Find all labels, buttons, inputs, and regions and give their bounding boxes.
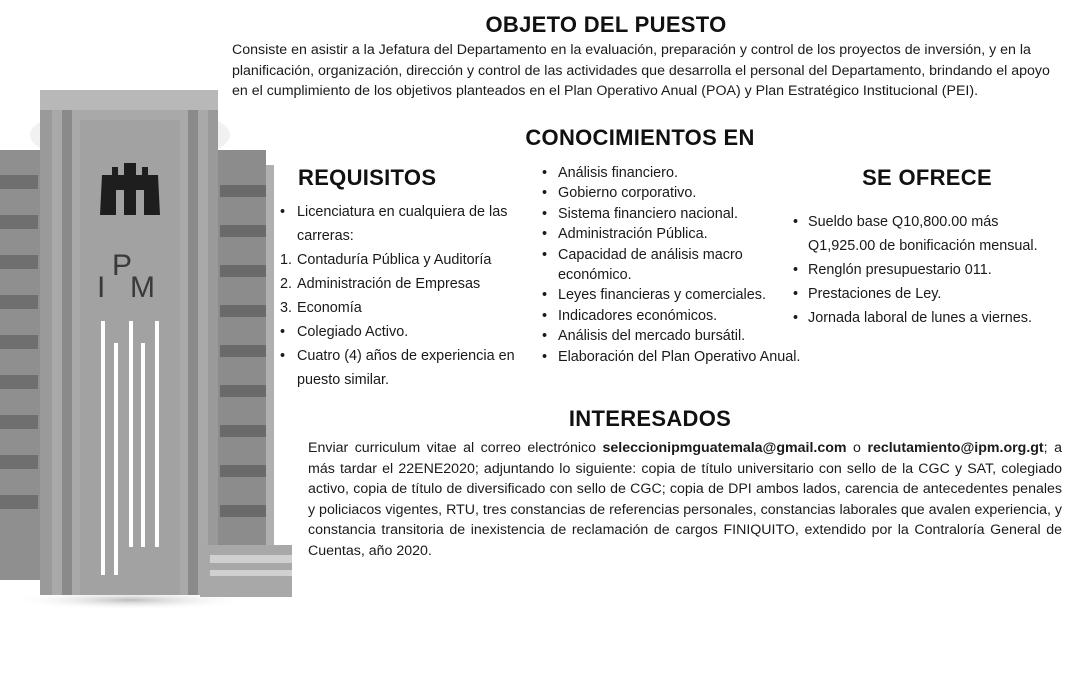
objeto-title: OBJETO DEL PUESTO [485, 12, 727, 37]
list-marker: 1. [280, 252, 293, 268]
list-item: • Prestaciones de Ley. [793, 286, 942, 302]
conocimientos-title: CONOCIMIENTOS EN [525, 125, 755, 150]
list-item-text: Renglón presupuestario 011. [808, 262, 992, 278]
list-item-text: Sistema financiero nacional. [558, 205, 738, 222]
list-marker: • [280, 348, 286, 364]
list-item-text: Leyes financieras y comerciales. [558, 287, 766, 304]
list-item-text: Elaboración del Plan Operativo Anual. [558, 348, 801, 365]
requisitos-list [280, 200, 534, 392]
list-item [280, 272, 534, 296]
interesados-description [308, 438, 1062, 561]
list-item: • Capacidad de análisis macro económico. [542, 246, 743, 284]
list-item: • Análisis del mercado bursátil. [542, 328, 746, 345]
logo-letter-i: I [97, 271, 106, 304]
interesados-text-2: o [846, 440, 868, 456]
email-primary: seleccionipmguatemala@gmail.com [602, 440, 847, 456]
interesados-text-1: Enviar curriculum vitae al correo electrónico [308, 440, 603, 456]
list-item: • Análisis financiero. [542, 165, 678, 181]
list-item-text: Indicadores económicos. [558, 307, 718, 324]
logo-letter-m: M [130, 271, 155, 304]
objeto-description: Consiste en asistir a la Jefatura del Departamento en la evaluación, preparación y control de los proyectos de inversión, y en la planificación, organización, dirección y control de las actividades que desarrolla el personal del Departamento, brindando el apoyo en el cumplimiento de los objetivos planteados en el Plan Operativo Anual (POA) y Plan Estratégico Institucional (PEI). [232, 42, 1050, 99]
ipm-building-illustration [0, 75, 300, 615]
list-item [280, 320, 534, 344]
list-item-text: Cuatro (4) años de experiencia en puesto similar. [297, 348, 515, 388]
list-item-text: Análisis financiero. [558, 165, 678, 181]
list-item: • Indicadores económicos. [542, 307, 718, 324]
list-item-text: Análisis del mercado bursátil. [558, 328, 746, 345]
interesados-title: INTERESADOS [568, 406, 732, 431]
list-marker: 2. [280, 276, 293, 292]
list-item-text: Contaduría Pública y Auditoría [297, 252, 492, 268]
ofrece-title: SE OFRECE [862, 165, 992, 190]
list-item-text: Economía [297, 300, 362, 316]
list-item: • Administración Pública. [542, 226, 708, 243]
list-item: • Gobierno corporativo. [542, 185, 697, 202]
list-item: • Jornada laboral de lunes a viernes. [793, 310, 1032, 326]
list-item-text: Jornada laboral de lunes a viernes. [808, 310, 1032, 326]
list-item-text: Sueldo base Q10,800.00 más Q1,925.00 de bonificación mensual. [808, 214, 1038, 254]
list-item-text: Colegiado Activo. [297, 324, 409, 340]
list-item: • Leyes financieras y comerciales. [542, 287, 766, 304]
ofrece-list [790, 210, 1060, 330]
list-item-text: Capacidad de análisis macro económico. [558, 246, 743, 284]
email-secondary: reclutamiento@ipm.org.gt [867, 440, 1044, 456]
list-item-text: Gobierno corporativo. [558, 185, 697, 202]
list-item: • Elaboración del Plan Operativo Anual. [542, 348, 801, 365]
list-marker: • [280, 324, 286, 340]
list-item: • Sistema financiero nacional. [542, 205, 738, 222]
list-item-text: Administración Pública. [558, 226, 708, 243]
list-item: • Renglón presupuestario 011. [793, 262, 992, 278]
list-item [280, 200, 534, 248]
list-marker: 3. [280, 300, 293, 316]
list-item [280, 344, 534, 392]
list-item-text: Prestaciones de Ley. [808, 286, 942, 302]
list-item: • Sueldo base Q10,800.00 más Q1,925.00 de bonificación mensual. [793, 214, 1038, 254]
list-marker: • [280, 204, 286, 220]
list-item-text: Licenciatura en cualquiera de las carreras: [297, 204, 508, 244]
interesados-text-3: ; a más tardar el 22ENE2020; adjuntando lo siguiente: copia de título universitario con sello de la CGC y SAT, colegiado activo, copia de título de diversificado con sello de CGC; copia de DPI ambos lados, carencia de antecedentes penales y policiacos vigentes, RTU, tres constancias de referencias personales, constancias laborales que avalen experiencia, y constancia transitoria de inexistencia de reclamación de cargos FINIQUITO, extendido por la Contraloría General de Cuentas, año 2020. [308, 440, 1062, 559]
logo-letter-p: P [112, 249, 133, 282]
requisitos-title: REQUISITOS [298, 165, 437, 190]
list-item-text: Administración de Empresas [297, 276, 481, 292]
list-item [280, 248, 534, 272]
list-item [280, 296, 534, 320]
